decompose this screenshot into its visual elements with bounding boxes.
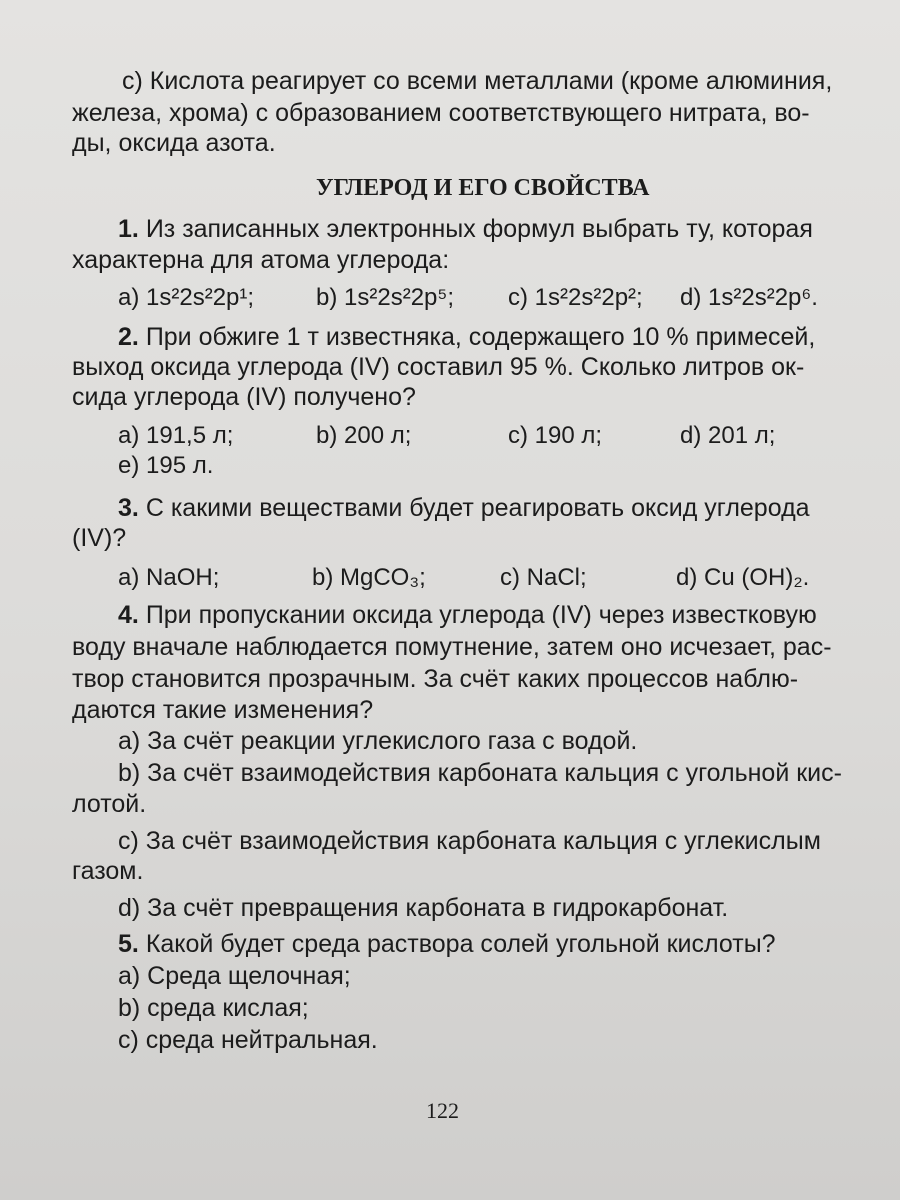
answer-option: a) 191,5 л; bbox=[118, 422, 234, 449]
text-line: ды, оксида азота. bbox=[72, 129, 276, 157]
text-line: (IV)? bbox=[72, 524, 127, 552]
question-text: При обжиге 1 т известняка, содержащего 10 % примесей, bbox=[145, 323, 816, 351]
question-3 bbox=[118, 493, 810, 523]
text-line: железа, хрома) с образованием соответствующего нитрата, во- bbox=[72, 99, 810, 127]
question-text: С какими веществами будет реагировать оксид углерода bbox=[145, 494, 810, 522]
question-number: 5. bbox=[118, 930, 139, 958]
answer-option: b) За счёт взаимодействия карбоната кальция с угольной кис- bbox=[118, 759, 842, 787]
question-number: 3. bbox=[118, 494, 139, 522]
question-text: Из записанных электронных формул выбрать ту, которая bbox=[145, 215, 813, 243]
question-4 bbox=[118, 600, 817, 630]
answer-option: a) 1s²2s²2p¹; bbox=[118, 284, 255, 311]
answer-option: c) 190 л; bbox=[508, 422, 603, 449]
answer-option: a) Среда щелочная; bbox=[118, 962, 351, 990]
answer-option: d) 201 л; bbox=[680, 422, 776, 449]
question-number: 4. bbox=[118, 601, 139, 629]
answer-option: a) NaOH; bbox=[118, 564, 220, 591]
answer-option: c) среда нейтральная. bbox=[118, 1026, 378, 1054]
answer-option: b) MgCO₃; bbox=[312, 564, 426, 591]
question-text: При пропускании оксида углерода (IV) через известковую bbox=[145, 601, 817, 629]
section-title: УГЛЕРОД И ЕГО СВОЙСТВА bbox=[316, 175, 650, 201]
question-text: Какой будет среда раствора солей угольной кислоты? bbox=[145, 930, 776, 958]
answer-option: d) За счёт превращения карбоната в гидрокарбонат. bbox=[118, 894, 729, 922]
page-number: 122 bbox=[426, 1098, 459, 1123]
answer-option: c) 1s²2s²2p²; bbox=[508, 284, 643, 311]
text-line: выход оксида углерода (IV) составил 95 %. Сколько литров ок- bbox=[72, 353, 805, 381]
question-5 bbox=[118, 929, 776, 959]
answer-option: b) среда кислая; bbox=[118, 994, 309, 1022]
text-line: газом. bbox=[72, 857, 144, 885]
answer-option: d) Cu (OH)₂. bbox=[676, 564, 810, 591]
question-2 bbox=[118, 322, 815, 352]
text-line: твор становится прозрачным. За счёт каких процессов наблю- bbox=[72, 665, 799, 693]
text-line: лотой. bbox=[72, 790, 147, 818]
question-number: 1. bbox=[118, 215, 139, 243]
text-line: c) Кислота реагирует со всеми металлами (кроме алюминия, bbox=[122, 67, 833, 95]
answer-option: e) 195 л. bbox=[118, 452, 214, 479]
text-line: характерна для атома углерода: bbox=[72, 246, 450, 274]
text-line: сида углерода (IV) получено? bbox=[72, 383, 416, 411]
answer-option: c) За счёт взаимодействия карбоната кальция с углекислым bbox=[118, 827, 821, 855]
answer-option: b) 1s²2s²2p⁵; bbox=[316, 284, 454, 311]
text-line: воду вначале наблюдается помутнение, затем оно исчезает, рас- bbox=[72, 633, 832, 661]
question-number: 2. bbox=[118, 323, 139, 351]
question-1 bbox=[118, 214, 813, 244]
answer-option: d) 1s²2s²2p⁶. bbox=[680, 284, 818, 311]
text-line: даются такие изменения? bbox=[72, 696, 374, 724]
answer-option: a) За счёт реакции углекислого газа с водой. bbox=[118, 727, 638, 755]
answer-option: b) 200 л; bbox=[316, 422, 412, 449]
answer-option: c) NaCl; bbox=[500, 564, 587, 591]
